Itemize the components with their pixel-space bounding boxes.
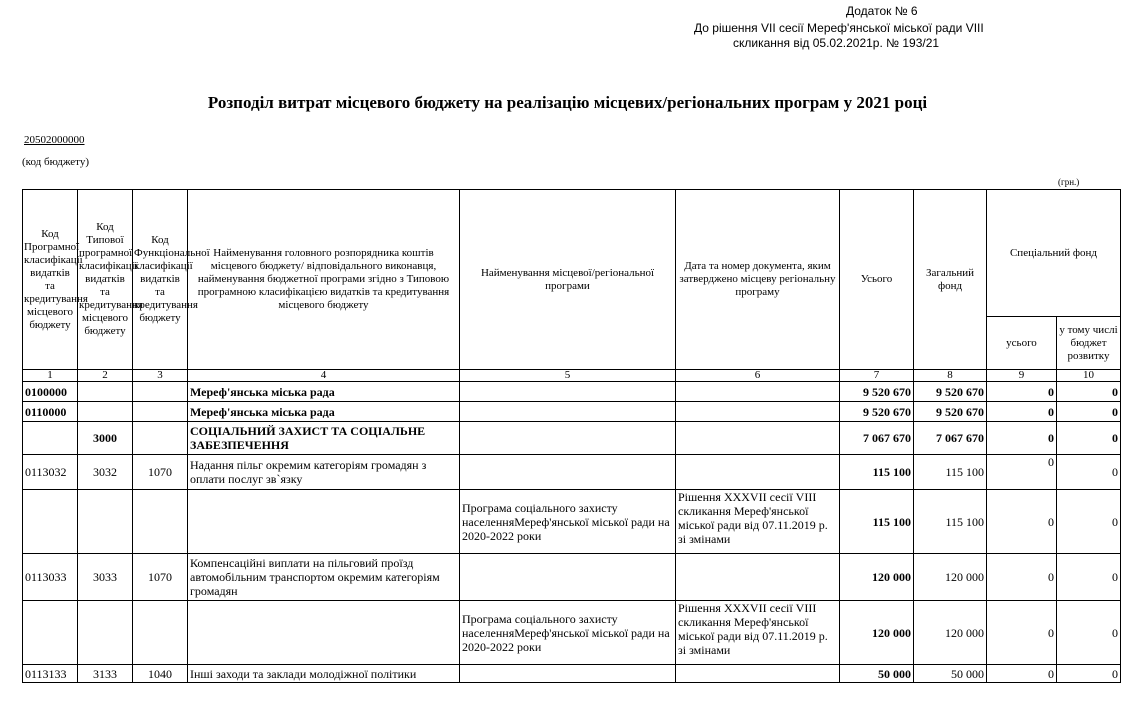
col-number: 1 [23, 370, 78, 382]
cell-special-fund: 0 [987, 402, 1057, 422]
cell-program-code [23, 490, 78, 554]
cell-program-code: 0113133 [23, 665, 78, 683]
cell-functional-code: 1070 [133, 554, 188, 601]
cell-manager-name: Мереф'янська міська рада [188, 402, 460, 422]
col-header-functional-code: Код Функціональної класифікації видатків та кредитування бюджету [133, 190, 188, 370]
cell-total: 50 000 [840, 665, 914, 683]
cell-typical-code [78, 382, 133, 402]
cell-development-budget: 0 [1057, 554, 1121, 601]
cell-program-name: Програма соціального захисту населенняМереф'янської міської ради на 2020-2022 роки [460, 490, 676, 554]
col-header-program-name: Найменування місцевої/регіональної програми [460, 190, 676, 370]
cell-typical-code [78, 402, 133, 422]
cell-manager-name: Інші заходи та заклади молодіжної політики [188, 665, 460, 683]
table-row [23, 422, 1121, 455]
cell-program-name [460, 422, 676, 455]
cell-total: 9 520 670 [840, 402, 914, 422]
col-header-special-fund: Спеціальний фонд [987, 190, 1121, 317]
cell-program-code: 0113032 [23, 455, 78, 490]
currency-unit: (грн.) [1058, 177, 1080, 187]
col-number: 8 [914, 370, 987, 382]
table-row [23, 665, 1121, 683]
cell-document [676, 665, 840, 683]
cell-manager-name: Компенсаційні виплати на пільговий проїзд автомобільним транспортом окремим категоріям громадян [188, 554, 460, 601]
cell-total: 120 000 [840, 601, 914, 665]
cell-typical-code [78, 601, 133, 665]
budget-code-label: (код бюджету) [22, 156, 89, 168]
cell-program-code: 0113033 [23, 554, 78, 601]
cell-manager-name: Надання пільг окремим категоріям громадян з оплати послуг зв`язку [188, 455, 460, 490]
cell-document [676, 554, 840, 601]
cell-document [676, 455, 840, 490]
cell-program-name: Програма соціального захисту населенняМереф'янської міської ради на 2020-2022 роки [460, 601, 676, 665]
col-header-program-code: Код Програмної класифікації видатків та кредитування місцевого бюджету [23, 190, 78, 370]
cell-general-fund: 7 067 670 [914, 422, 987, 455]
appendix-number: Додаток № 6 [846, 4, 918, 18]
cell-document [676, 422, 840, 455]
col-number: 5 [460, 370, 676, 382]
cell-program-name [460, 665, 676, 683]
cell-development-budget: 0 [1057, 402, 1121, 422]
cell-manager-name [188, 490, 460, 554]
cell-functional-code [133, 402, 188, 422]
cell-total: 7 067 670 [840, 422, 914, 455]
cell-manager-name: СОЦІАЛЬНИЙ ЗАХИСТ ТА СОЦІАЛЬНЕ ЗАБЕЗПЕЧЕННЯ [188, 422, 460, 455]
cell-document [676, 402, 840, 422]
col-header-development-budget: у тому числі бюджет розвитку [1057, 317, 1121, 370]
cell-special-fund: 0 [987, 665, 1057, 683]
cell-development-budget: 0 [1057, 382, 1121, 402]
cell-special-fund: 0 [987, 455, 1057, 490]
cell-functional-code: 1040 [133, 665, 188, 683]
cell-functional-code: 1070 [133, 455, 188, 490]
table-row [23, 554, 1121, 601]
cell-functional-code [133, 422, 188, 455]
cell-general-fund: 115 100 [914, 490, 987, 554]
cell-general-fund: 9 520 670 [914, 382, 987, 402]
cell-special-fund: 0 [987, 490, 1057, 554]
cell-document [676, 382, 840, 402]
cell-special-fund: 0 [987, 601, 1057, 665]
decision-date: скликання від 05.02.2021р. № 193/21 [733, 36, 940, 50]
cell-special-fund: 0 [987, 554, 1057, 601]
cell-special-fund: 0 [987, 422, 1057, 455]
col-number: 7 [840, 370, 914, 382]
cell-functional-code [133, 490, 188, 554]
col-number: 2 [78, 370, 133, 382]
cell-program-code: 0100000 [23, 382, 78, 402]
cell-development-budget: 0 [1057, 455, 1121, 490]
table-row [23, 382, 1121, 402]
table-row [23, 402, 1121, 422]
cell-program-name [460, 382, 676, 402]
cell-manager-name: Мереф'янська міська рада [188, 382, 460, 402]
col-header-typical-code: Код Типової програмної класифікації видатків та кредитування місцевого бюджету [78, 190, 133, 370]
budget-table [22, 189, 1121, 683]
col-header-document: Дата та номер документа, яким затверджено місцеву регіональну програму [676, 190, 840, 370]
column-number-row [23, 370, 1121, 382]
cell-document: Рішення XXXVII сесії VIII скликання Мереф'янської міської ради від 07.11.2019 р. зі змінами [676, 601, 840, 665]
cell-general-fund: 9 520 670 [914, 402, 987, 422]
cell-development-budget: 0 [1057, 422, 1121, 455]
cell-development-budget: 0 [1057, 665, 1121, 683]
cell-typical-code: 3000 [78, 422, 133, 455]
cell-typical-code [78, 490, 133, 554]
col-header-manager-name: Найменування головного розпорядника коштів місцевого бюджету/ відповідального виконавця, найменування бюджетної програми згідно з Типовою програмною класифікацією видатків та кредитування місцевого бюджету [188, 190, 460, 370]
cell-development-budget: 0 [1057, 601, 1121, 665]
budget-code: 20502000000 [24, 134, 85, 146]
col-header-special-total: усього [987, 317, 1057, 370]
cell-total: 120 000 [840, 554, 914, 601]
table-row [23, 490, 1121, 554]
cell-total: 115 100 [840, 455, 914, 490]
cell-program-name [460, 402, 676, 422]
col-header-general-fund: Загальний фонд [914, 190, 987, 370]
cell-typical-code: 3032 [78, 455, 133, 490]
cell-special-fund: 0 [987, 382, 1057, 402]
cell-general-fund: 50 000 [914, 665, 987, 683]
cell-program-code: 0110000 [23, 402, 78, 422]
decision-reference: До рішення VII сесії Мереф'янської міської ради VIII [694, 21, 984, 35]
col-number: 4 [188, 370, 460, 382]
cell-general-fund: 115 100 [914, 455, 987, 490]
col-header-total: Усього [840, 190, 914, 370]
col-number: 6 [676, 370, 840, 382]
cell-document: Рішення XXXVII сесії VIII скликання Мереф'янської міської ради від 07.11.2019 р. зі змінами [676, 490, 840, 554]
table-row [23, 601, 1121, 665]
cell-functional-code [133, 601, 188, 665]
cell-manager-name [188, 601, 460, 665]
cell-total: 9 520 670 [840, 382, 914, 402]
col-number: 9 [987, 370, 1057, 382]
cell-typical-code: 3133 [78, 665, 133, 683]
cell-program-code [23, 422, 78, 455]
col-number: 10 [1057, 370, 1121, 382]
cell-program-code [23, 601, 78, 665]
cell-typical-code: 3033 [78, 554, 133, 601]
cell-program-name [460, 455, 676, 490]
cell-program-name [460, 554, 676, 601]
table-row [23, 455, 1121, 490]
page-title: Розподіл витрат місцевого бюджету на реалізацію місцевих/регіональних програм у 2021 році [207, 93, 928, 112]
cell-general-fund: 120 000 [914, 554, 987, 601]
col-number: 3 [133, 370, 188, 382]
cell-total: 115 100 [840, 490, 914, 554]
cell-general-fund: 120 000 [914, 601, 987, 665]
cell-functional-code [133, 382, 188, 402]
cell-development-budget: 0 [1057, 490, 1121, 554]
